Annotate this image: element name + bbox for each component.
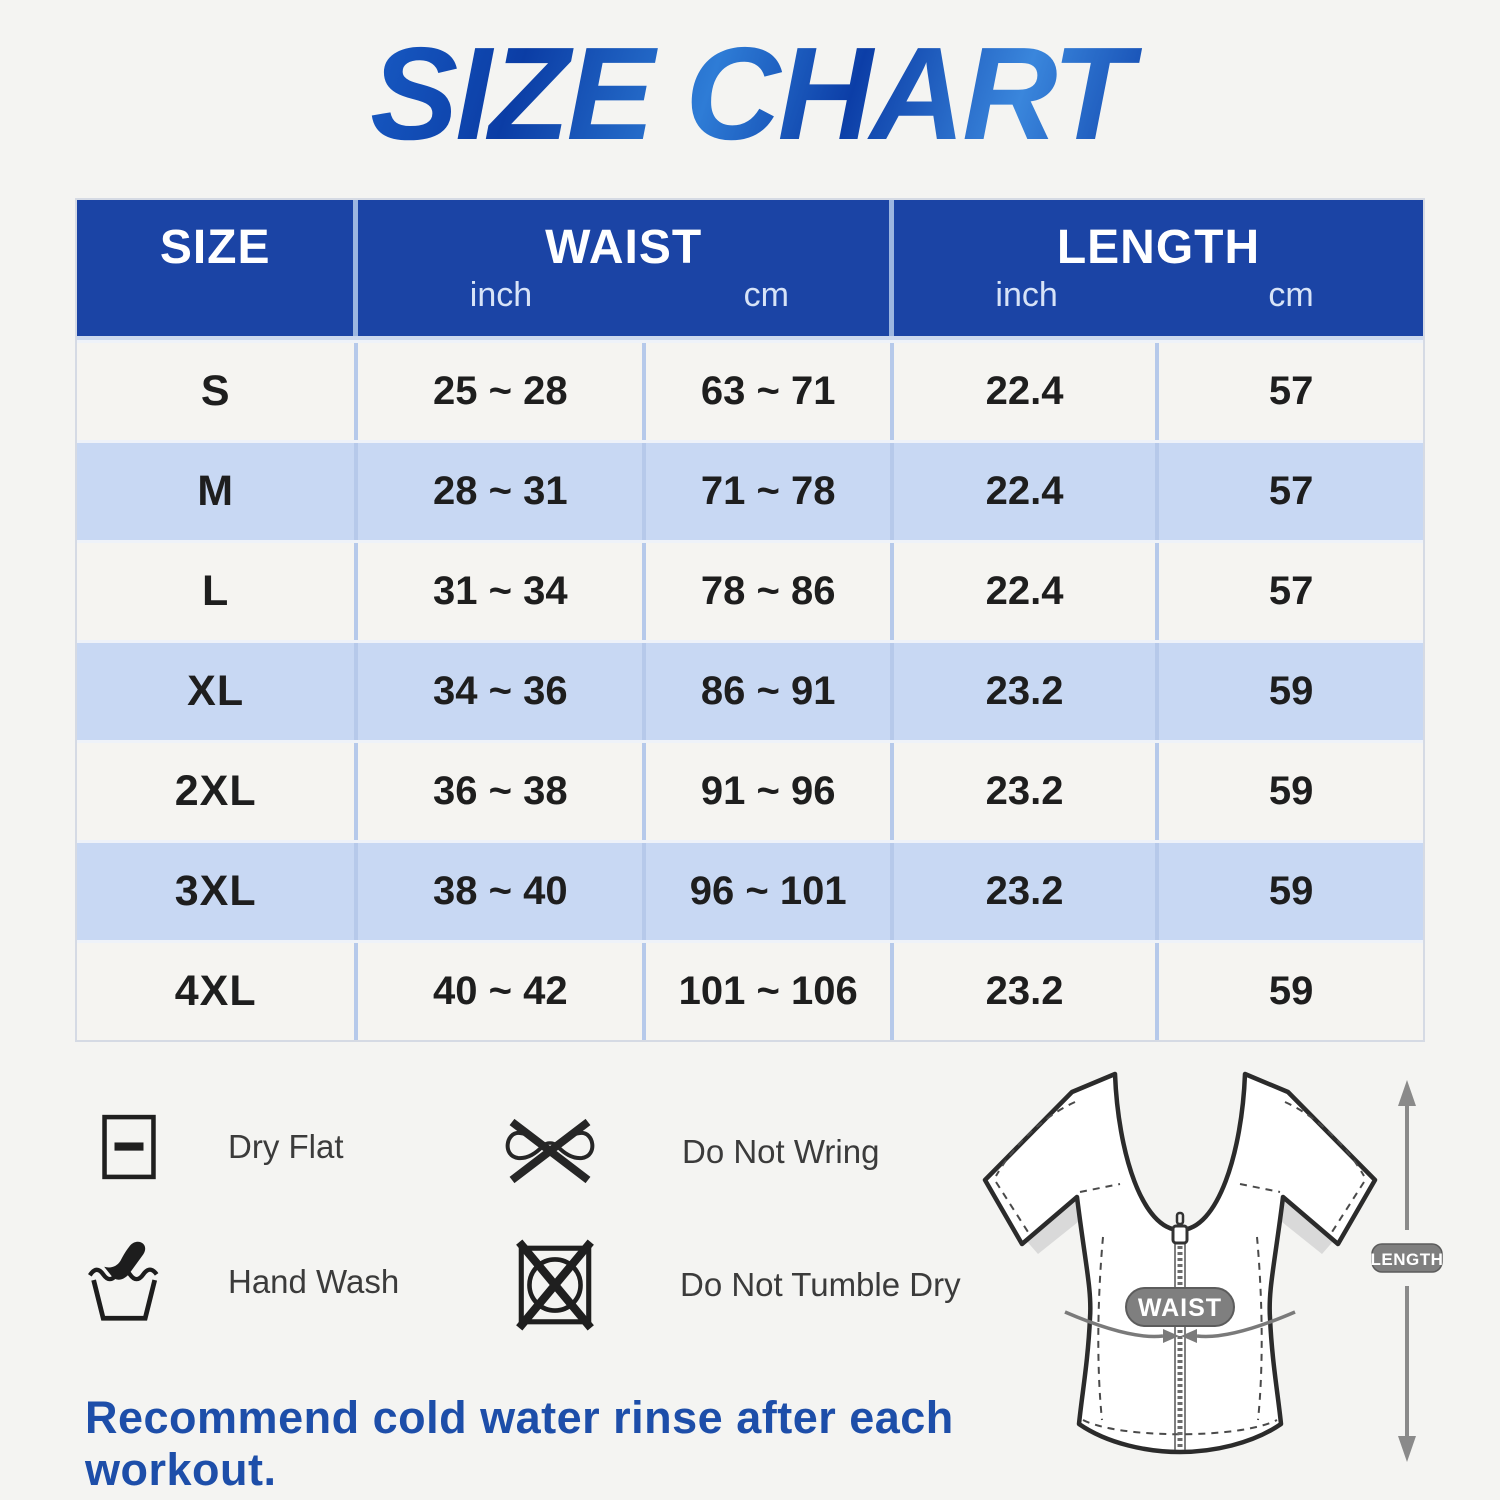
col-subheaders bbox=[894, 276, 1423, 314]
zipper-pull bbox=[1177, 1213, 1183, 1224]
page-title: SIZE CHART bbox=[350, 18, 1150, 169]
cell-length-inch: 23.2 bbox=[894, 943, 1159, 1040]
cell-waist-cm: 101 ~ 106 bbox=[646, 943, 894, 1040]
cell-length-cm: 57 bbox=[1268, 469, 1314, 513]
col-header-label: SIZE bbox=[159, 221, 271, 274]
cell-length-cm: 57 bbox=[1268, 569, 1314, 613]
dry-flat-icon bbox=[100, 1110, 158, 1184]
col-header-length bbox=[894, 200, 1423, 336]
cell-length-cm: 59 bbox=[1268, 669, 1314, 713]
cell-waist-cm: 91 ~ 96 bbox=[646, 743, 894, 840]
hand-wash-icon bbox=[86, 1238, 170, 1326]
care-label: Dry Flat bbox=[228, 1128, 344, 1165]
cell-length-inch: 23.2 bbox=[894, 743, 1159, 840]
care-note: Recommend cold water rinse after each workout. bbox=[85, 1392, 954, 1495]
subheader-cm: cm bbox=[743, 276, 789, 314]
cell-waist-inch: 40 ~ 42 bbox=[358, 943, 646, 1040]
cell-size: 3XL bbox=[77, 843, 358, 940]
cell-length-inch: 23.2 bbox=[894, 843, 1159, 940]
do-not-tumble-dry-icon bbox=[512, 1238, 598, 1332]
cell-waist-inch: 36 ~ 38 bbox=[358, 743, 646, 840]
cell-waist-inch: 25 ~ 28 bbox=[358, 343, 646, 440]
table-row bbox=[77, 540, 1423, 640]
title-wrap bbox=[0, 18, 1500, 169]
do-not-wring-icon bbox=[497, 1116, 603, 1188]
cell-size: 2XL bbox=[77, 743, 358, 840]
col-subheaders bbox=[358, 276, 889, 314]
zipper bbox=[1173, 1213, 1187, 1450]
cell-size: 4XL bbox=[77, 943, 358, 1040]
table-row bbox=[77, 440, 1423, 540]
table-row bbox=[77, 340, 1423, 440]
table-row bbox=[77, 940, 1423, 1040]
care-label: Hand Wash bbox=[228, 1263, 400, 1300]
cell-length-cm: 59 bbox=[1268, 869, 1314, 913]
subheader-inch: inch bbox=[469, 276, 533, 314]
col-header-waist bbox=[358, 200, 894, 336]
cell-size: L bbox=[77, 543, 358, 640]
svg-text:LENGTH: LENGTH bbox=[1370, 1250, 1444, 1269]
table-header bbox=[77, 200, 1423, 340]
subheader-cm: cm bbox=[1268, 276, 1314, 314]
cell-length-inch: 22.4 bbox=[894, 443, 1159, 540]
cell-waist-inch: 38 ~ 40 bbox=[358, 843, 646, 940]
cell-waist-cm: 96 ~ 101 bbox=[646, 843, 894, 940]
care-item-do-not-tumble-dry bbox=[512, 1238, 961, 1332]
cell-size: S bbox=[77, 343, 358, 440]
cell-length-inch: 22.4 bbox=[894, 343, 1159, 440]
table-row bbox=[77, 640, 1423, 740]
length-badge bbox=[1371, 1244, 1444, 1272]
col-header-label: WAIST bbox=[545, 221, 703, 274]
cell-length-cm: 57 bbox=[1268, 369, 1314, 413]
svg-text:WAIST: WAIST bbox=[1137, 1294, 1223, 1322]
size-table bbox=[75, 198, 1425, 1042]
cell-size: XL bbox=[77, 643, 358, 740]
care-label: Do Not Wring bbox=[682, 1133, 880, 1170]
cell-length-cm: 59 bbox=[1268, 969, 1314, 1013]
cell-length-inch: 23.2 bbox=[894, 643, 1159, 740]
cell-size: M bbox=[77, 443, 358, 540]
care-item-dry-flat bbox=[100, 1110, 344, 1184]
table-row bbox=[77, 840, 1423, 940]
cell-waist-cm: 78 ~ 86 bbox=[646, 543, 894, 640]
waist-badge bbox=[1126, 1288, 1234, 1326]
cell-waist-cm: 71 ~ 78 bbox=[646, 443, 894, 540]
subheader-inch: inch bbox=[995, 276, 1058, 314]
cell-waist-inch: 31 ~ 34 bbox=[358, 543, 646, 640]
cell-length-inch: 22.4 bbox=[894, 543, 1159, 640]
cell-waist-cm: 86 ~ 91 bbox=[646, 643, 894, 740]
care-item-hand-wash bbox=[86, 1238, 399, 1326]
zipper-slider bbox=[1173, 1226, 1187, 1243]
col-header-label: LENGTH bbox=[1056, 221, 1261, 274]
col-header-size bbox=[77, 200, 358, 336]
table-row bbox=[77, 740, 1423, 840]
care-label: Do Not Tumble Dry bbox=[680, 1266, 961, 1303]
cell-waist-inch: 34 ~ 36 bbox=[358, 643, 646, 740]
cell-waist-cm: 63 ~ 71 bbox=[646, 343, 894, 440]
cell-waist-inch: 28 ~ 31 bbox=[358, 443, 646, 540]
cell-length-cm: 59 bbox=[1268, 769, 1314, 813]
care-item-do-not-wring bbox=[497, 1116, 879, 1188]
